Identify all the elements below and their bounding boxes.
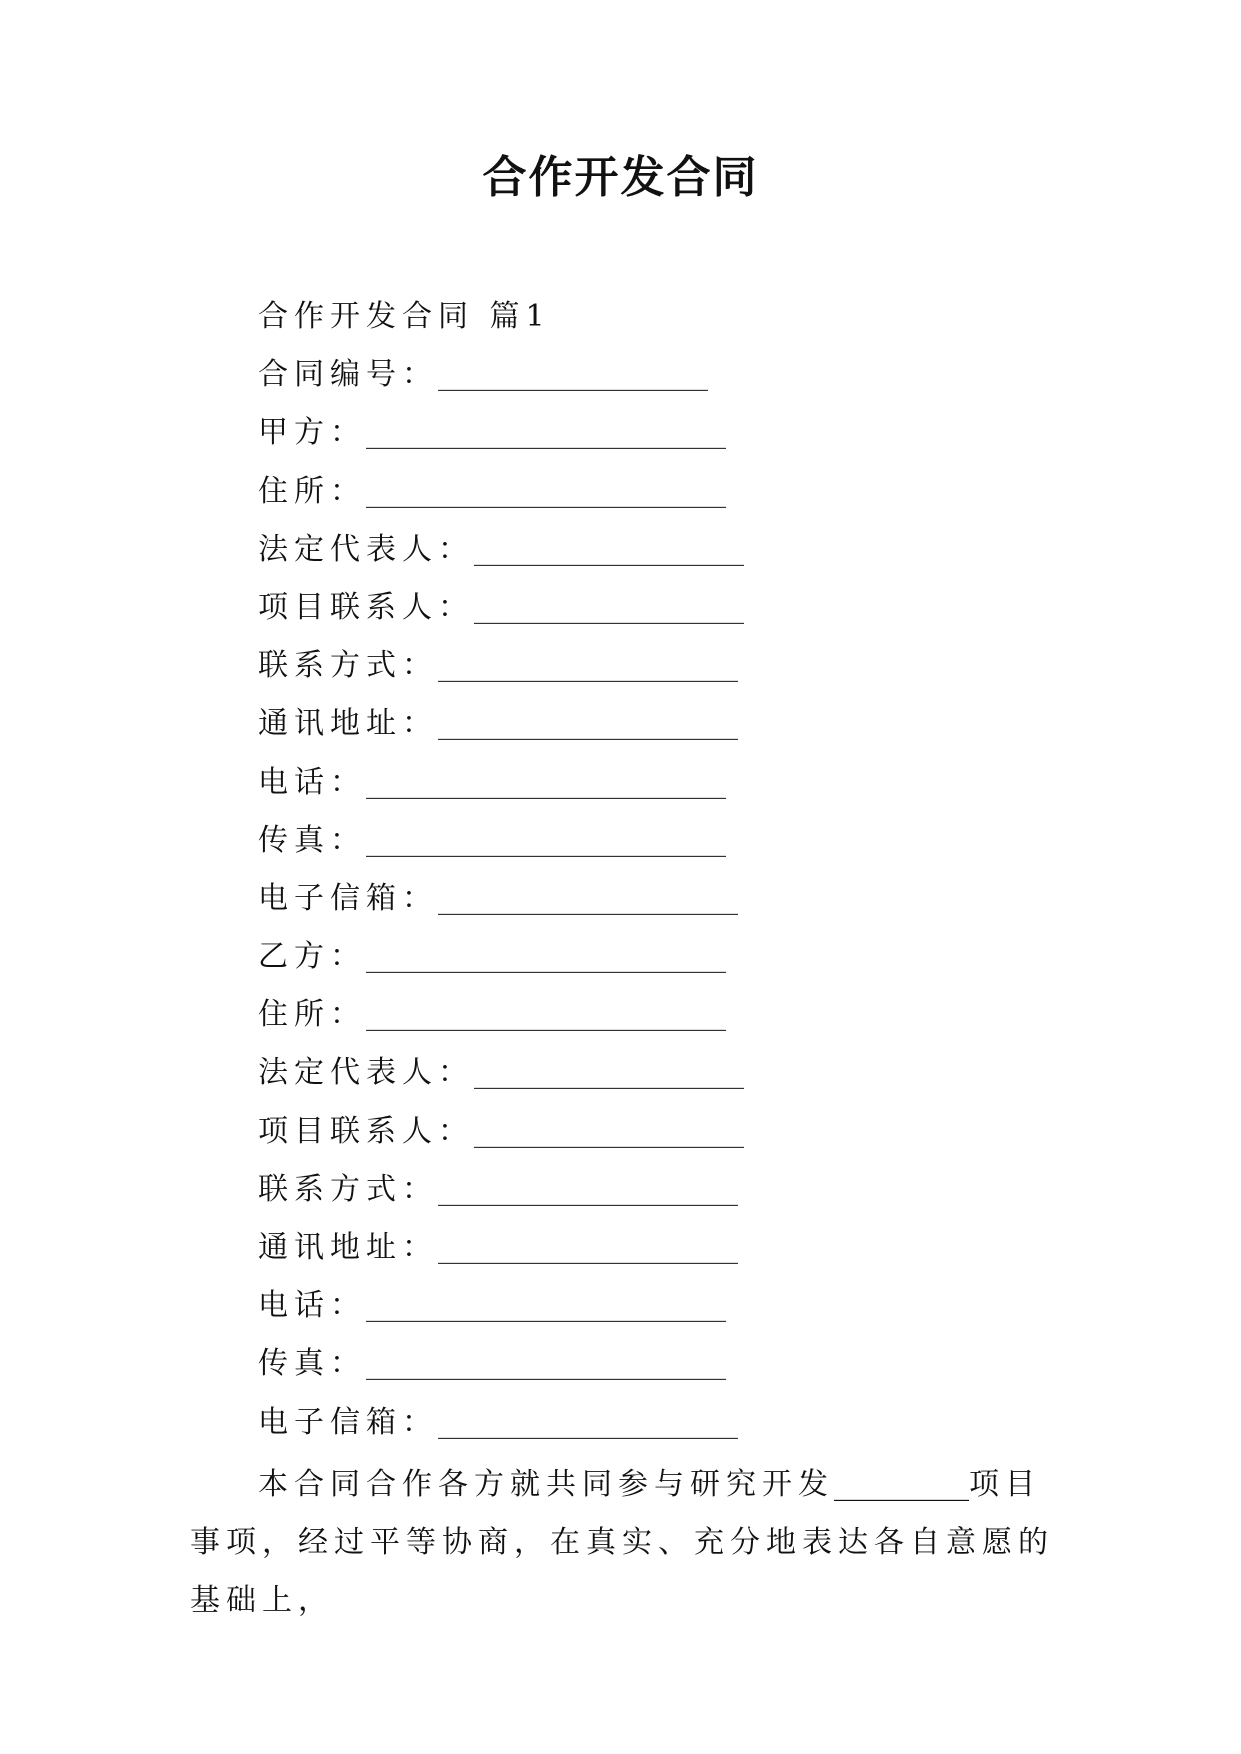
field-label: 住所： [258, 473, 366, 509]
field-row [258, 1277, 1058, 1335]
field-blank[interactable]: __________________ [474, 1113, 744, 1149]
field-blank[interactable]: ____________________ [438, 706, 738, 742]
field-row [258, 870, 1058, 928]
field-blank[interactable]: ________________________ [366, 473, 726, 509]
field-label: 传真： [258, 1346, 366, 1382]
field-blank[interactable]: __________________ [438, 357, 708, 393]
field-row [258, 346, 1058, 404]
field-label: 通讯地址： [258, 1230, 438, 1265]
field-blank[interactable]: __________________ [474, 531, 744, 567]
field-row [258, 754, 1058, 812]
field-row [258, 1103, 1058, 1161]
field-row [258, 812, 1058, 870]
field-label: 传真： [258, 822, 366, 858]
page-title: 合作开发合同 [482, 152, 759, 203]
project-name-blank[interactable]: _________ [834, 1467, 969, 1502]
field-row [258, 695, 1058, 753]
field-blank[interactable]: ________________________ [366, 764, 726, 800]
field-row [258, 928, 1058, 986]
field-label: 乙方： [258, 939, 366, 975]
field-blank[interactable]: ________________________ [366, 822, 726, 858]
field-row [258, 1161, 1058, 1219]
field-label: 项目联系人： [258, 1113, 474, 1149]
field-label: 电话： [258, 1288, 366, 1324]
field-blank[interactable]: ________________________ [366, 939, 726, 975]
field-blank[interactable]: ____________________ [438, 1230, 738, 1265]
field-row [258, 463, 1058, 521]
field-row [258, 1335, 1058, 1393]
field-label: 住所： [258, 997, 366, 1033]
field-row [258, 637, 1058, 695]
field-row [258, 1394, 1058, 1452]
field-label: 联系方式： [258, 648, 438, 684]
field-label: 通讯地址： [258, 706, 438, 742]
field-row [258, 1044, 1058, 1102]
field-label: 法定代表人： [258, 1055, 474, 1091]
field-row [258, 404, 1058, 462]
field-blank[interactable]: ________________________ [366, 1346, 726, 1382]
field-blank[interactable]: ________________________ [366, 1288, 726, 1324]
field-row [258, 521, 1058, 579]
field-label: 电话： [258, 764, 366, 800]
field-blank[interactable]: ________________________ [366, 415, 726, 451]
field-blank[interactable]: ________________________ [366, 997, 726, 1033]
field-label: 合同编号： [258, 357, 438, 393]
field-label: 甲方： [258, 415, 366, 451]
contract-fields [258, 288, 1058, 1452]
field-blank[interactable]: ____________________ [438, 1171, 738, 1207]
paragraph-text-start: 本合同合作各方就共同参与研究开发 [258, 1467, 834, 1502]
section-heading: 合作开发合同 篇1 [258, 299, 551, 334]
body-paragraph [190, 1456, 1060, 1631]
field-blank[interactable]: __________________ [474, 589, 744, 625]
field-row [258, 1219, 1058, 1277]
field-label: 联系方式： [258, 1171, 438, 1207]
field-blank[interactable]: ____________________ [438, 648, 738, 684]
field-blank[interactable]: __________________ [474, 1055, 744, 1091]
field-blank[interactable]: ____________________ [438, 880, 738, 916]
field-label: 项目联系人： [258, 589, 474, 625]
field-label: 电子信箱： [258, 880, 438, 916]
field-row [258, 579, 1058, 637]
field-label: 法定代表人： [258, 531, 474, 567]
paragraph-text-end: 项目事项，经过平等协商，在真实、充分地表达各自意愿的基础上， [190, 1467, 1054, 1619]
field-row [258, 986, 1058, 1044]
field-label: 电子信箱： [258, 1404, 438, 1440]
field-blank[interactable]: ____________________ [438, 1404, 738, 1440]
